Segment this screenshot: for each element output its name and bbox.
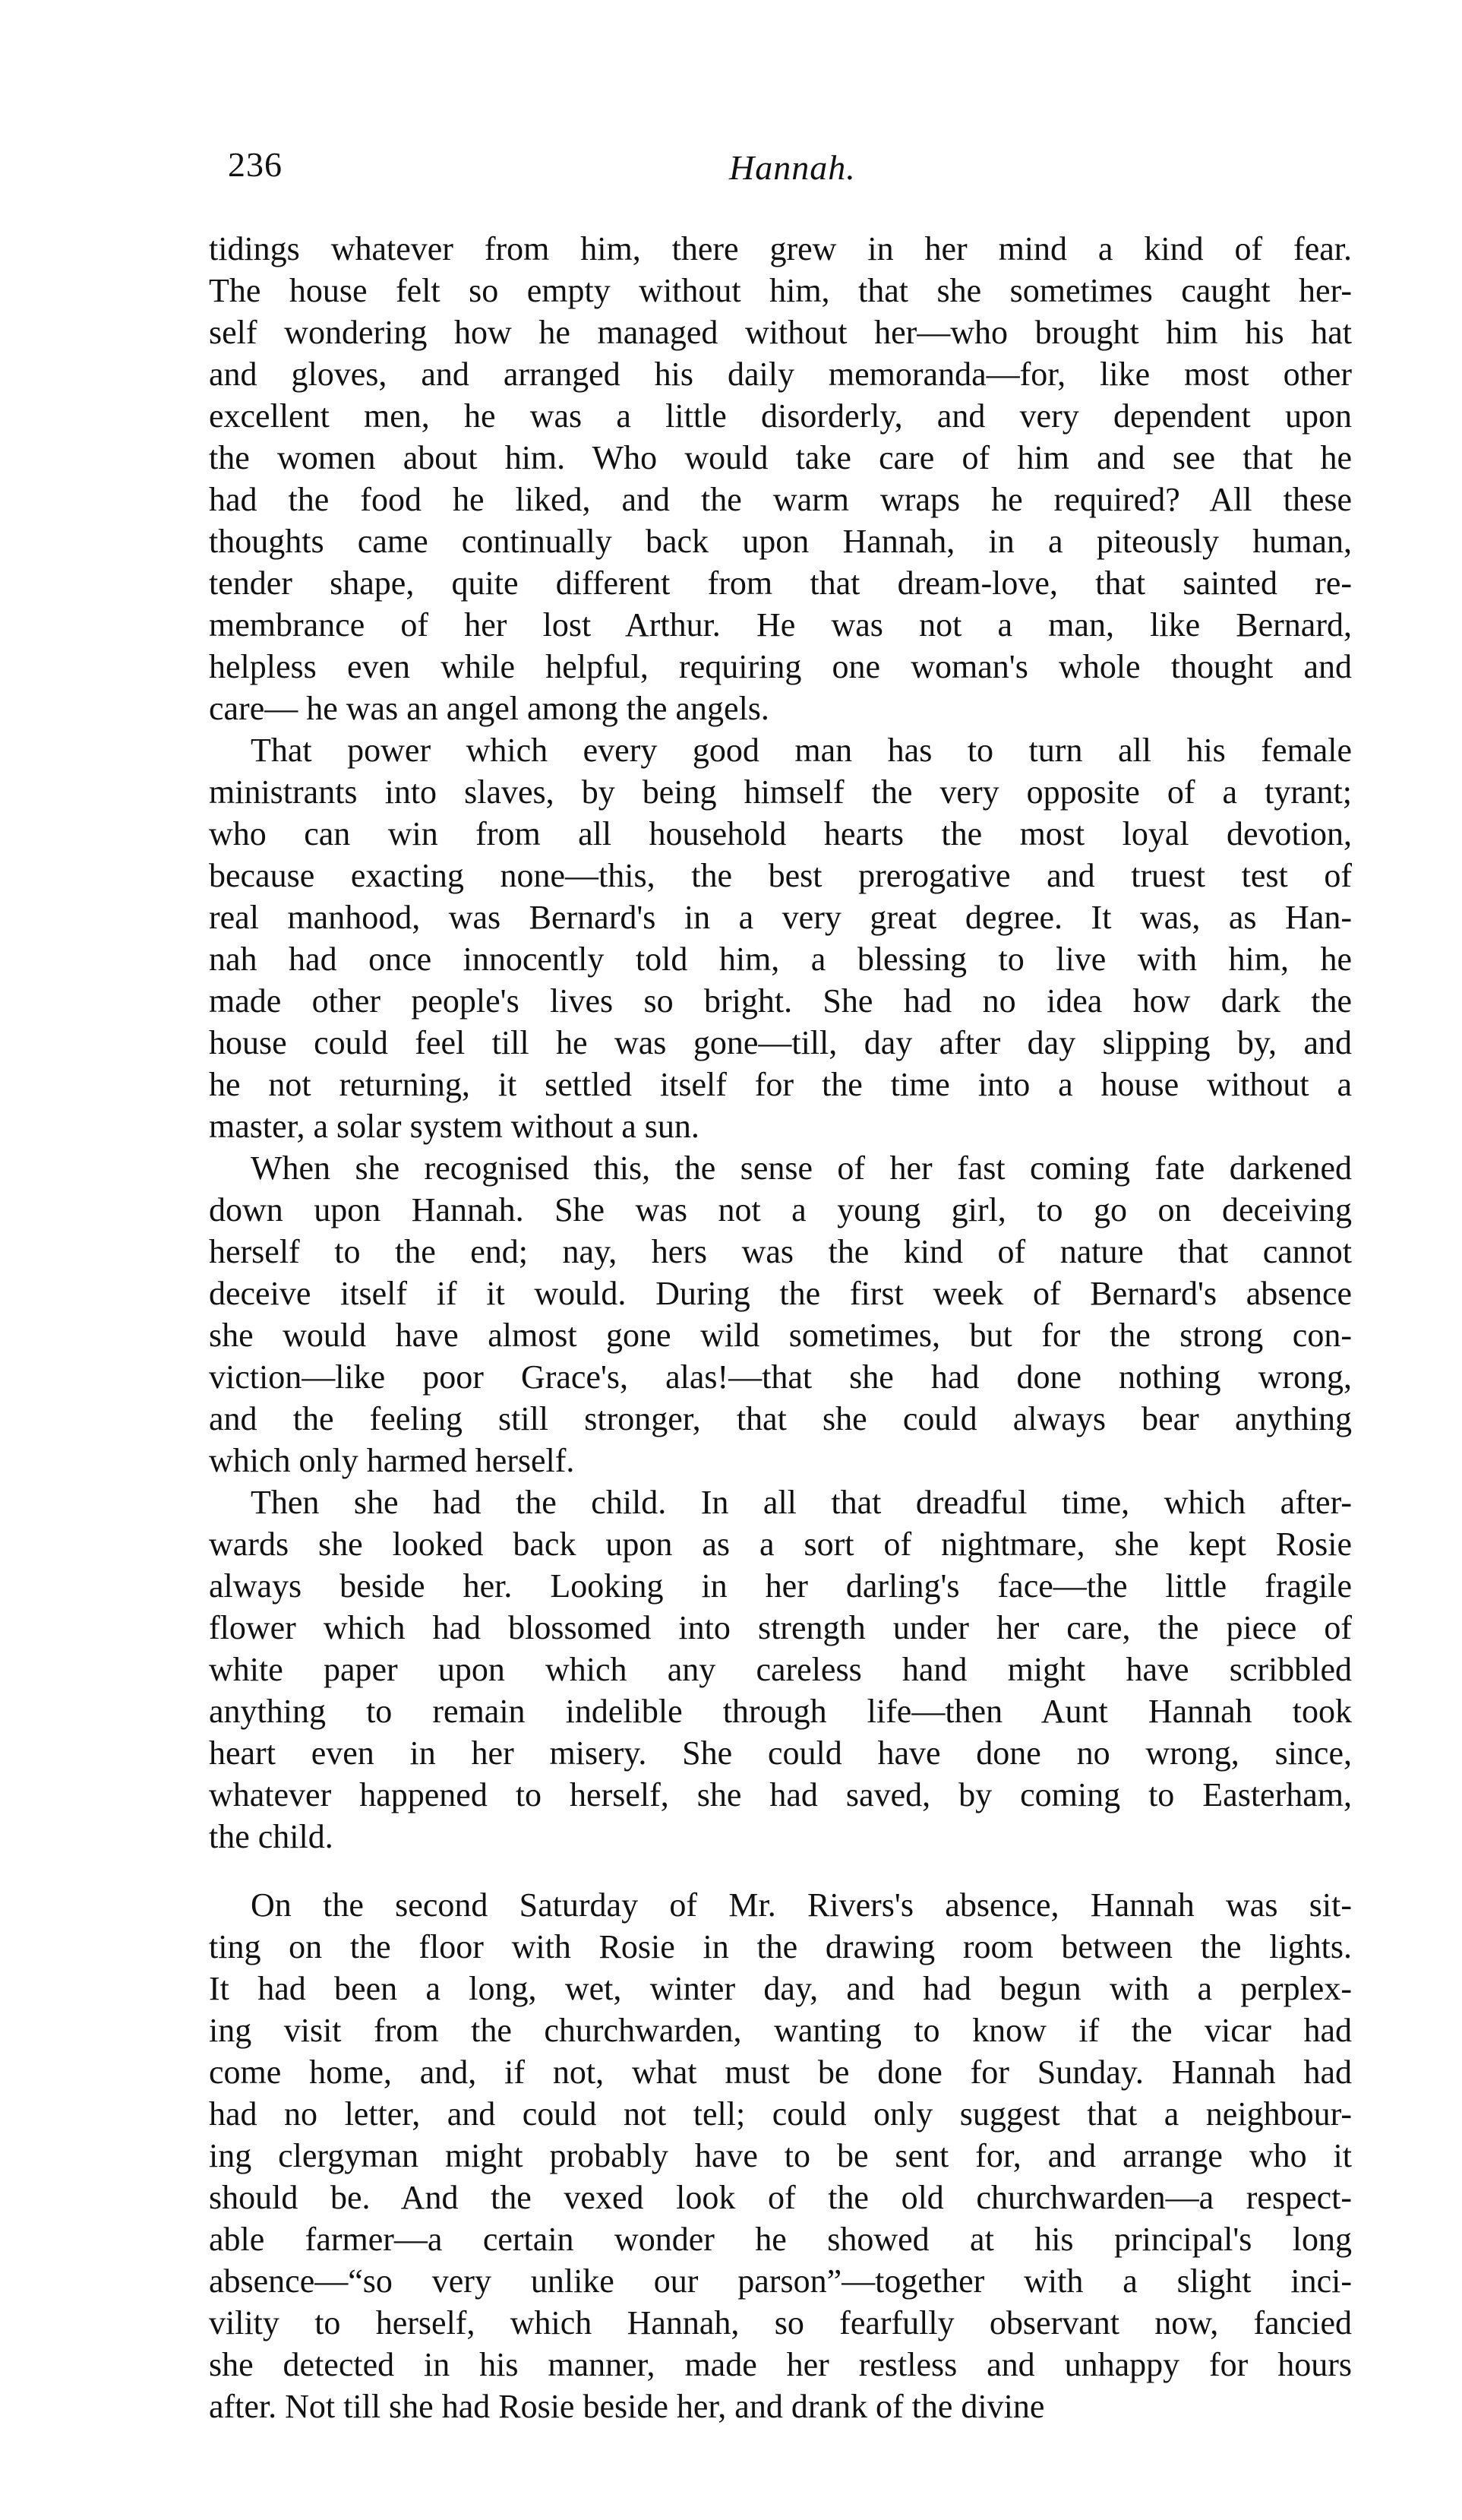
- text-line: and the feeling still stronger, that she could always bear anything: [209, 1400, 1352, 1437]
- text-line: ministrants into slaves, by being himself the very opposite of a tyrant;: [209, 773, 1352, 811]
- text-line: nah had once innocently told him, a blessing to live with him, he: [209, 941, 1352, 978]
- text-line: It had been a long, wet, winter day, and had begun with a perplex-: [209, 1970, 1352, 2007]
- text-line: down upon Hannah. She was not a young girl, to go on deceiving: [209, 1191, 1352, 1228]
- text-line: tidings whatever from him, there grew in her mind a kind of fear.: [209, 230, 1352, 267]
- text-line: should be. And the vexed look of the old churchwarden—a respect-: [209, 2179, 1352, 2216]
- text-line: When she recognised this, the sense of her fast coming fate darkened: [251, 1149, 1352, 1187]
- paragraph-gap: [209, 1858, 1352, 1884]
- text-line: had no letter, and could not tell; could only suggest that a neighbour-: [209, 2095, 1352, 2133]
- text-line: white paper upon which any careless hand might have scribbled: [209, 1651, 1352, 1688]
- text-line: helpless even while helpful, requiring one woman's whole thought and: [209, 648, 1352, 685]
- text-line: wards she looked back upon as a sort of nightmare, she kept Rosie: [209, 1526, 1352, 1563]
- text-line: deceive itself if it would. During the first week of Bernard's absence: [209, 1275, 1352, 1312]
- text-line: she would have almost gone wild sometimes, but for the strong con-: [209, 1317, 1352, 1354]
- text-line: after. Not till she had Rosie beside her, and drank of the divine: [209, 2388, 1045, 2425]
- text-line: care— he was an angel among the angels.: [209, 690, 769, 727]
- page-header: [228, 144, 1352, 205]
- text-line: who can win from all household hearts the most loyal devotion,: [209, 815, 1352, 852]
- body-text: [209, 228, 1352, 2427]
- text-line: membrance of her lost Arthur. He was not a man, like Bernard,: [209, 606, 1352, 643]
- text-line: absence—“so very unlike our parson”—together with a slight inci-: [209, 2262, 1352, 2300]
- text-line: thoughts came continually back upon Hannah, in a piteously human,: [209, 523, 1352, 560]
- text-line: ing clergyman might probably have to be sent for, and arrange who it: [209, 2137, 1352, 2174]
- paragraph: [209, 1884, 1352, 2427]
- page-number: 236: [228, 145, 283, 184]
- text-line: he not returning, it settled itself for the time into a house without a: [209, 1066, 1352, 1103]
- text-line: flower which had blossomed into strength under her care, the piece of: [209, 1609, 1352, 1646]
- text-line: and gloves, and arranged his daily memoranda—for, like most other: [209, 356, 1352, 393]
- text-line: That power which every good man has to turn all his female: [251, 732, 1352, 769]
- text-line: heart even in her misery. She could have done no wrong, since,: [209, 1734, 1352, 1772]
- text-line: excellent men, he was a little disorderly, and very dependent upon: [209, 397, 1352, 435]
- text-line: anything to remain indelible through life—then Aunt Hannah took: [209, 1693, 1352, 1730]
- text-line: she detected in his manner, made her restless and unhappy for hours: [209, 2346, 1352, 2383]
- paragraph: [209, 729, 1352, 1147]
- paragraph: [209, 228, 1352, 729]
- text-line: able farmer—a certain wonder he showed at his principal's long: [209, 2221, 1352, 2258]
- running-title: Hannah.: [729, 148, 856, 187]
- text-line: herself to the end; nay, hers was the kind of nature that cannot: [209, 1233, 1352, 1270]
- text-line: whatever happened to herself, she had saved, by coming to Easterham,: [209, 1776, 1352, 1813]
- text-line: which only harmed herself.: [209, 1442, 575, 1479]
- text-line: ing visit from the churchwarden, wanting to know if the vicar had: [209, 2012, 1352, 2049]
- text-line: always beside her. Looking in her darling's face—the little fragile: [209, 1567, 1352, 1605]
- text-line: because exacting none—this, the best prerogative and truest test of: [209, 857, 1352, 894]
- text-line: had the food he liked, and the warm wraps he required? All these: [209, 481, 1352, 518]
- text-line: viction—like poor Grace's, alas!—that she had done nothing wrong,: [209, 1358, 1352, 1396]
- text-line: come home, and, if not, what must be done for Sunday. Hannah had: [209, 2054, 1352, 2091]
- text-line: real manhood, was Bernard's in a very great degree. It was, as Han-: [209, 899, 1352, 936]
- text-line: master, a solar system without a sun.: [209, 1108, 699, 1145]
- text-line: Then she had the child. In all that dreadful time, which after-: [251, 1484, 1352, 1521]
- paragraph: [209, 1481, 1352, 1858]
- text-line: tender shape, quite different from that dream-love, that sainted re-: [209, 564, 1352, 602]
- text-line: made other people's lives so bright. She had no idea how dark the: [209, 982, 1352, 1020]
- text-line: On the second Saturday of Mr. Rivers's absence, Hannah was sit-: [251, 1886, 1352, 1924]
- text-line: self wondering how he managed without her—who brought him his hat: [209, 314, 1352, 351]
- text-line: ting on the floor with Rosie in the drawing room between the lights.: [209, 1928, 1352, 1965]
- text-line: the women about him. Who would take care of him and see that he: [209, 439, 1352, 476]
- text-line: The house felt so empty without him, that she sometimes caught her-: [209, 272, 1352, 309]
- text-line: the child.: [209, 1818, 333, 1855]
- paragraph: [209, 1147, 1352, 1481]
- text-line: house could feel till he was gone—till, day after day slipping by, and: [209, 1024, 1352, 1061]
- text-line: vility to herself, which Hannah, so fearfully observant now, fancied: [209, 2304, 1352, 2341]
